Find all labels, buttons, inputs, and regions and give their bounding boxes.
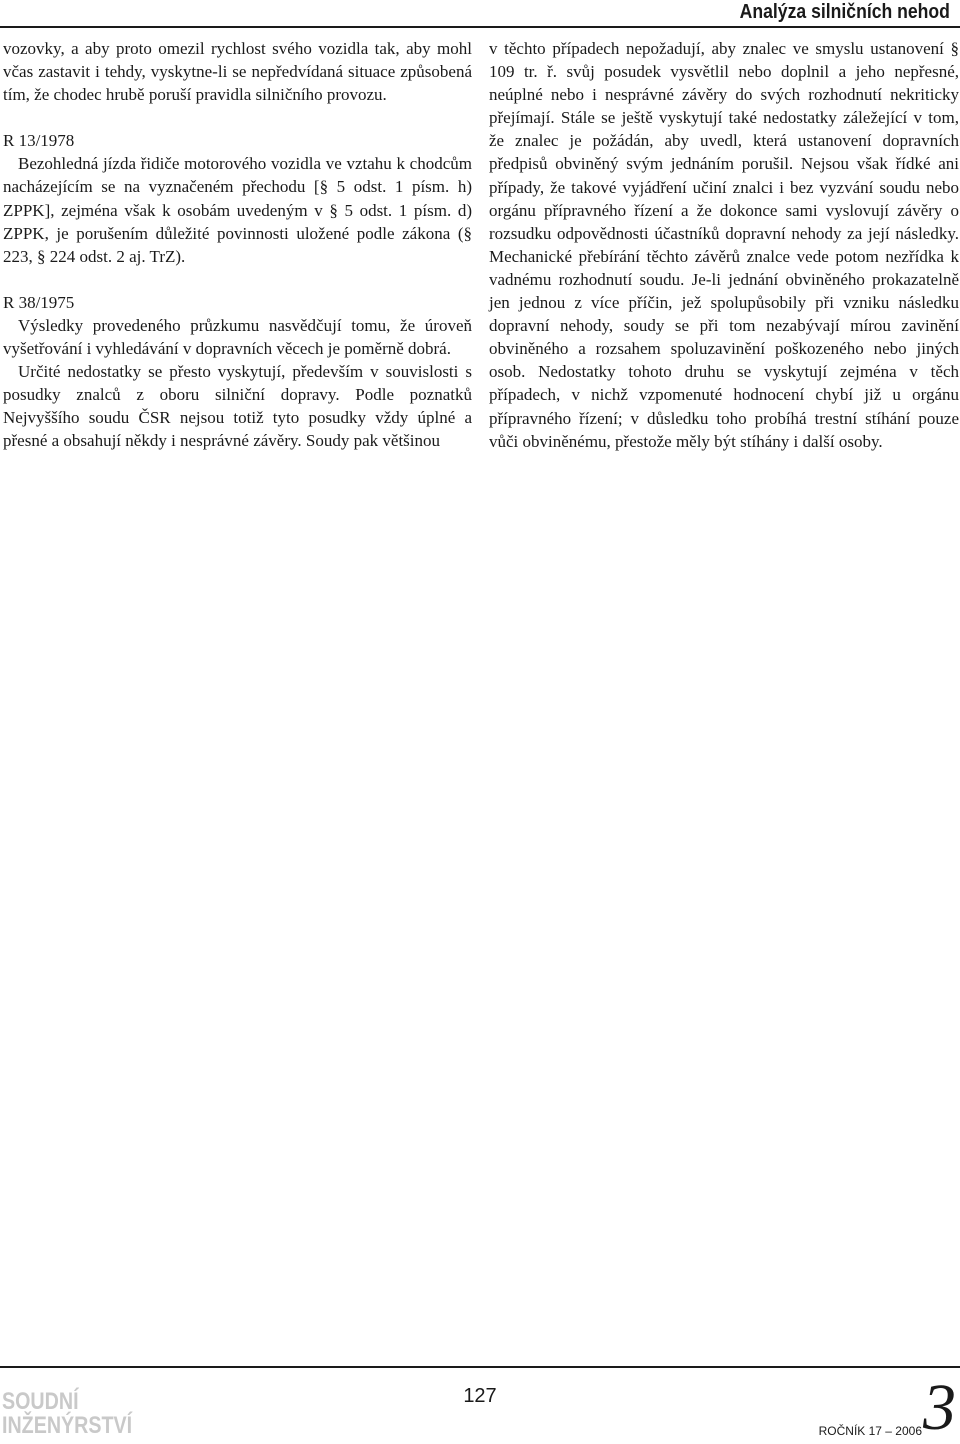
brand-line-2: INŽENÝRSTVÍ xyxy=(2,1412,133,1439)
left-column xyxy=(3,37,472,453)
right-column xyxy=(489,37,959,453)
page-number: 127 xyxy=(463,1385,497,1407)
issue-number-mark: 3 xyxy=(923,1371,956,1444)
section-text-r38-1975-para1: Výsledky provedeného průzkumu nasvědčují tomu, že úroveň vyšetřování i vyhledávání v dopravních věcech je poměrně dobrá. xyxy=(3,315,472,359)
running-title: Analýza silničních nehod xyxy=(739,1,950,23)
spacer xyxy=(3,268,472,291)
section-text-r13-1978: Bezohledná jízda řidiče motorového vozidla ve vztahu k chodcům nacházejícím se na vyznačeném přechodu [§ 5 odst. 1 písm. h) ZPPK], zejména však k osobám uvedeným v § 5 odst. 1 písm. d) ZPPK, je porušením důležité povinnosti uložené podle zákona (§ 223, § 224 odst. 2 aj. TrZ). xyxy=(3,154,472,266)
section-heading-r13-1978: R 13/1978 xyxy=(3,131,75,151)
right-paragraph: v těchto případech nepožadují, aby znalec ve smyslu ustanovení § 109 tr. ř. svůj posudek vysvětlil nebo doplnil a jeho nepřesné, neúplné nebo i nesprávné závěry do svých rozhodnutí nekriticky přejímají. Stále se ještě vyskytují také nedostatky záležející v tom, že znalec je požádán, aby uvedl, která ustanovení dopravních předpisů obviněný svým jednáním porušil. Nejsou však řídké ani případy, že takové vyjádření učiní znalci i bez vyzvání soudu nebo orgánu přípravného řízení a že dokonce sami vyslovují závěry o rozsudku odpovědnosti účastníků dopravní nehody za její následky. Mechanické přebírání těchto závěrů znalce vede potom nezřídka k vadnému rozhodnutí soudu. Je-li jednání obviněného prokazatelně jen jednou z více příčin, jež spolupůsobily při vzniku následku dopravní nehody, soudy se při tom nezabývají mírou zavinění obviněného a rozsahem spoluzavinění poškozeného nebo jiných osob. Nedostatky tohoto druhu se vyskytují zejména v těch případech, v nichž vzpomenuté hodnocení chybí již u orgánu přípravného řízení; v důsledku toho probíhá trestní stíhání pouze vůči obviněnému, přestože měly být stíhány i další osoby. xyxy=(489,39,959,451)
spacer xyxy=(3,106,472,129)
section-heading-r38-1975: R 38/1975 xyxy=(3,292,75,312)
footer-rule xyxy=(0,1366,960,1368)
header-rule xyxy=(0,26,960,28)
section-text-r38-1975-para2: Určité nedostatky se přesto vyskytují, především v souvislosti s posudky znalců z oboru silniční dopravy. Podle poznatků Nejvyššího soudu ČSR nejsou totiž tyto posudky vždy úplné a přesné a obsahují někdy i nesprávné závěry. Soudy pak většinou xyxy=(3,362,472,451)
brand-line-1: SOUDNÍ xyxy=(2,1388,79,1415)
issue-label: ROČNÍK 17 – 2006 xyxy=(818,1424,922,1438)
journal-brand-logo xyxy=(2,1390,132,1438)
left-paragraph-continuation: vozovky, a aby proto omezil rychlost svého vozidla tak, aby mohl včas zastavit i tehdy, vyskytne-li se nepředvídaná situace způsobená tím, že chodec hrubě poruší pravidla silničního provozu. xyxy=(3,39,472,105)
